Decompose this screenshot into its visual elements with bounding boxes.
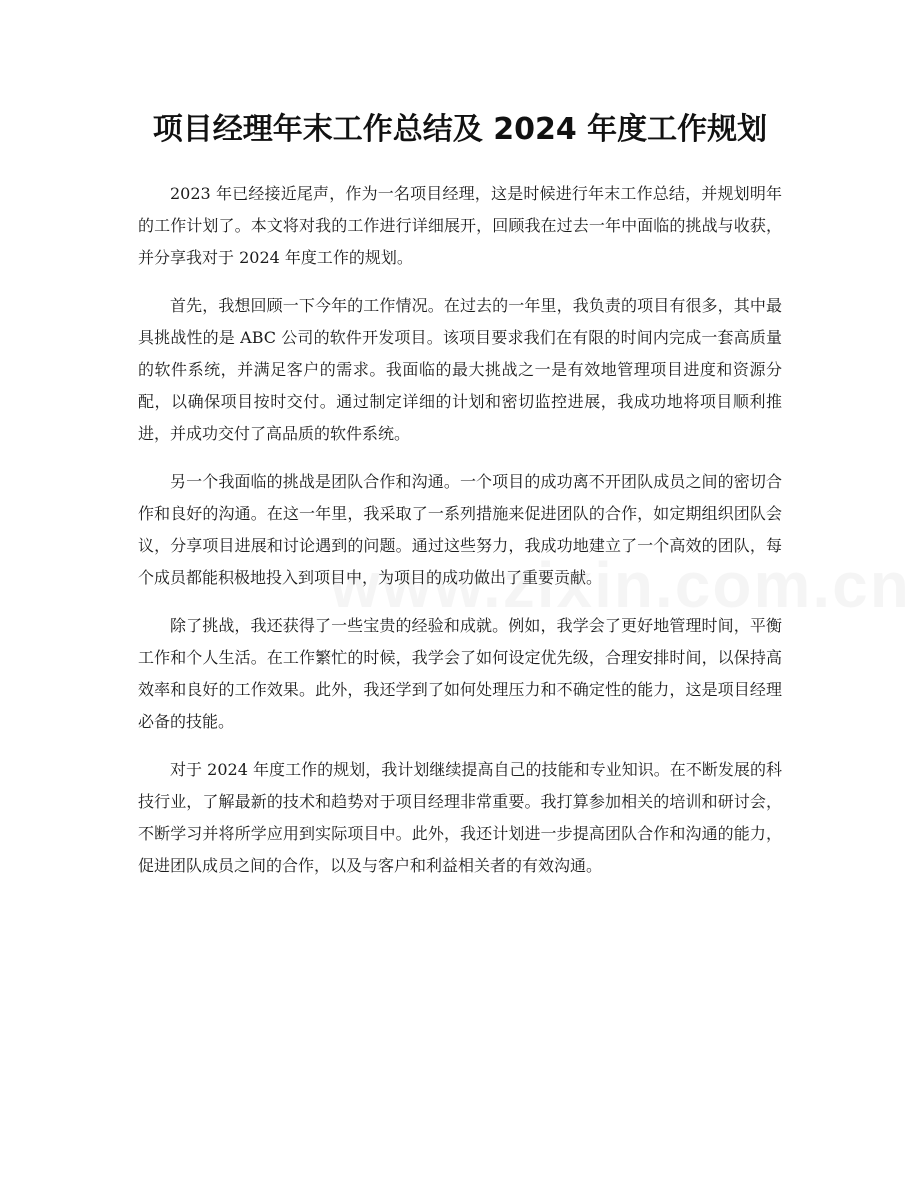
document-body <box>138 178 782 898</box>
paragraph-review: 首先，我想回顾一下今年的工作情况。在过去的一年里，我负责的项目有很多，其中最具挑战性的是 ABC 公司的软件开发项目。该项目要求我们在有限的时间内完成一套高质量的软件系统，并满足客户的需求。我面临的最大挑战之一是有效地管理项目进度和资源分配，以确保项目按时交付。通过制定详细的计划和密切监控进展，我成功地将项目顺利推进，并成功交付了高品质的软件系统。 <box>138 296 782 443</box>
paragraph-teamwork: 另一个我面临的挑战是团队合作和沟通。一个项目的成功离不开团队成员之间的密切合作和良好的沟通。在这一年里，我采取了一系列措施来促进团队的合作，如定期组织团队会议，分享项目进展和讨论遇到的问题。通过这些努力，我成功地建立了一个高效的团队，每个成员都能积极地投入到项目中，为项目的成功做出了重要贡献。 <box>138 472 782 587</box>
paragraph-experience: 除了挑战，我还获得了一些宝贵的经验和成就。例如，我学会了更好地管理时间，平衡工作和个人生活。在工作繁忙的时候，我学会了如何设定优先级，合理安排时间，以保持高效率和良好的工作效果。此外，我还学到了如何处理压力和不确定性的能力，这是项目经理必备的技能。 <box>138 616 782 731</box>
paragraph-intro: 2023 年已经接近尾声，作为一名项目经理，这是时候进行年末工作总结，并规划明年的工作计划了。本文将对我的工作进行详细展开，回顾我在过去一年中面临的挑战与收获，并分享我对于 2024 年度工作的规划。 <box>138 184 782 267</box>
paragraph-plan: 对于 2024 年度工作的规划，我计划继续提高自己的技能和专业知识。在不断发展的科技行业，了解最新的技术和趋势对于项目经理非常重要。我打算参加相关的培训和研讨会，不断学习并将所学应用到实际项目中。此外，我还计划进一步提高团队合作和沟通的能力，促进团队成员之间的合作，以及与客户和利益相关者的有效沟通。 <box>138 760 782 875</box>
document-title: 项目经理年末工作总结及 2024 年度工作规划 <box>152 112 768 147</box>
